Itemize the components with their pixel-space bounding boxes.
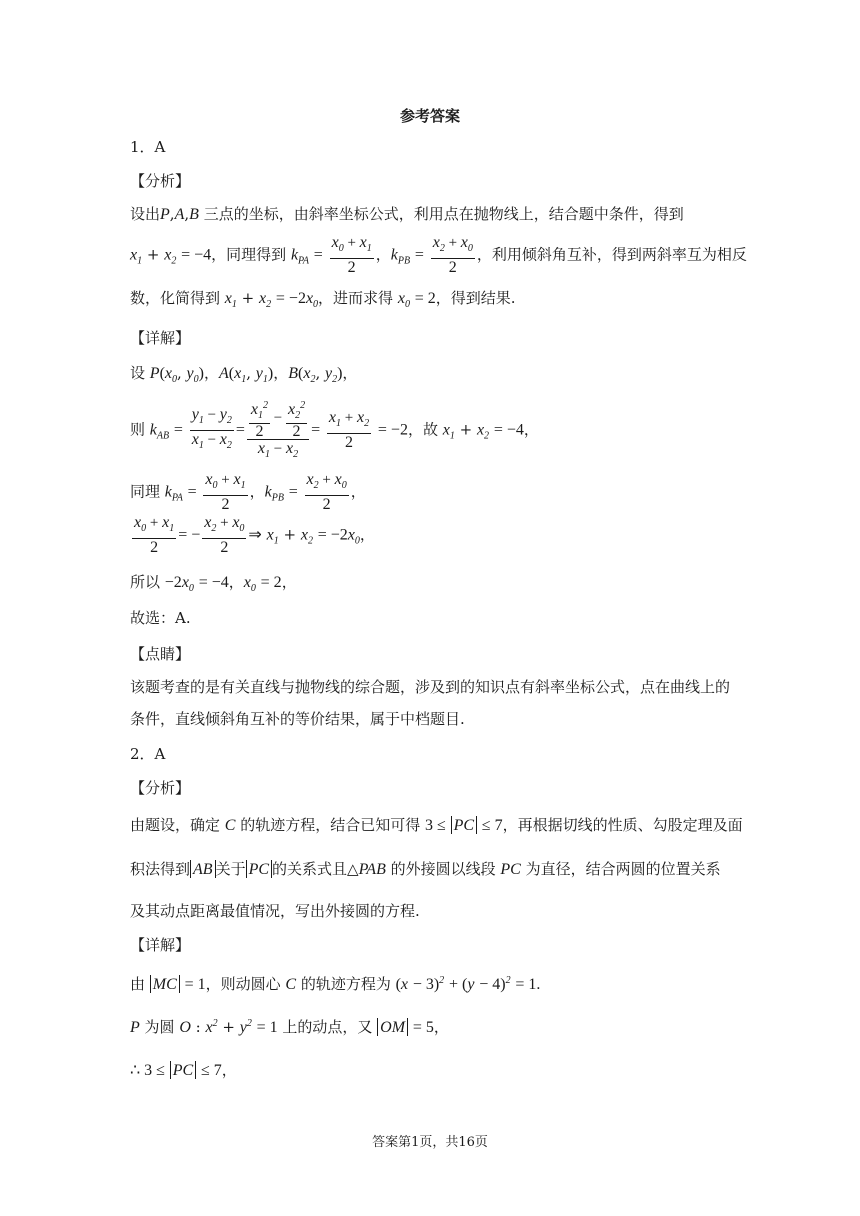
q2-heading: 2．A — [130, 745, 166, 763]
q1-analysis-line-3: 数，化简得到 $x_1 + x_2 = -2x_0$，进而求得 $x_0 = 2$，得到结果. — [130, 289, 516, 310]
q1-analysis-line-2: $x_1 + x_2 = -4$，同理得到 $k_{PA}$ = $\frac{x_0 + x_1}{2}$ ，$k_{PB}$ = $\frac{x_2 + x_0}{2}$ ，利用倾斜角互补，得到两斜率互为相反 — [130, 234, 747, 276]
page-title: 参考答案 — [399, 107, 460, 125]
q1-detail-line-6: 故选：A. — [130, 609, 191, 627]
q1-detail-line-2: 则 $k_{AB}$ = $\frac{y_1 - y_2}{x_1 - x_2}$ = $\frac{x_1^2}{2}$ − $\frac{x_2^2}{2}$ $x_1 - x_2$ = $\frac{x_1 + x_2}{2}$ = −2，故 $x_1 + x_2 = -4$， — [130, 400, 539, 460]
q2-detail-line-1: 由 MC = 1，则动圆心 C 的轨迹方程为 $(x - 3)^2 + (y - 4)^2 = 1$. — [130, 975, 541, 993]
q2-analysis-line-2: 积法得到 AB 关于 PC 的关系式且△PAB 的外接圆以线段 PC 为直径，结合两圆的位置关系 — [130, 860, 721, 878]
q1-analysis-line-1: 设出P,A,B 三点的坐标，由斜率坐标公式，利用点在抛物线上，结合题中条件，得到 — [130, 205, 684, 223]
q1-comment-line-2: 条件，直线倾斜角互补的等价结果，属于中档题目. — [130, 710, 465, 728]
q2-detail-line-3: ∴ 3 ≤ PC ≤ 7， — [130, 1061, 237, 1079]
q2-analysis-label: 【分析】 — [130, 779, 191, 797]
q1-comment-label: 【点睛】 — [130, 645, 191, 663]
q1-detail-line-5: 所以 $-2x_0 = -4$，$x_0 = 2$， — [130, 573, 297, 594]
q1-detail-label: 【详解】 — [130, 329, 191, 347]
q1-detail-line-3: 同理 $k_{PA}$ = $\frac{x_0 + x_1}{2}$ ，$k_{PB}$ = $\frac{x_2 + x_0}{2}$ ， — [130, 471, 366, 513]
q1-heading: 1．A — [130, 138, 166, 156]
page-footer: 答案第1页，共16页 — [372, 1135, 488, 1150]
q1-detail-line-4: $\frac{x_0 + x_1}{2}$ = − $\frac{x_2 + x_0}{2}$ ⇒ $x_1 + x_2 = -2x_0$， — [134, 514, 375, 556]
q1-comment-line-1: 该题考查的是有关直线与抛物线的综合题，涉及到的知识点有斜率坐标公式，点在曲线上的 — [130, 678, 731, 696]
q2-analysis-line-3: 及其动点距离最值情况，写出外接圆的方程. — [130, 902, 420, 920]
q2-detail-line-2: P 为圆 O : $x^2 + y^2 = 1$ 上的动点，又 OM = 5， — [130, 1018, 449, 1036]
q1-analysis-label: 【分析】 — [130, 172, 191, 190]
q2-detail-label: 【详解】 — [130, 936, 191, 954]
q2-analysis-line-1: 由题设，确定 C 的轨迹方程，结合已知可得 3 ≤ PC ≤ 7，再根据切线的性质、勾股定理及面 — [130, 816, 743, 834]
q1-detail-line-1: 设 $P(x_0$, $y_0$)，$A(x_1$, $y_1$)，$B(x_2$, $y_2$)， — [130, 364, 358, 385]
